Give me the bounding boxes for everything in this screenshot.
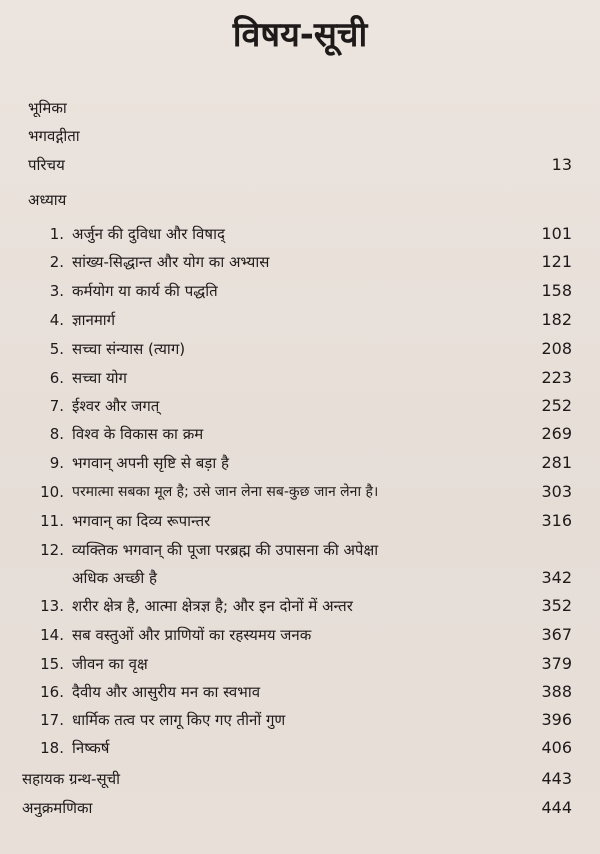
toc-entry-chapter [0,621,600,649]
chapter-title: भगवान् का दिव्य रूपान्तर [72,512,211,530]
chapter-page: 269 [541,424,572,443]
chapter-title: सांख्य-सिद्धान्त और योग का अभ्यास [72,253,270,271]
toc-entry-bibliography [0,765,600,793]
section-heading [0,186,600,214]
toc-entry-chapter [0,306,600,334]
toc-entry-index [0,794,600,822]
toc-entry-chapter [0,364,600,392]
toc-entry-chapter [0,678,600,706]
chapter-title: सब वस्तुओं और प्राणियों का रहस्यमय जनक [72,626,312,644]
chapter-page: 406 [541,738,572,757]
chapter-number: 4. [49,311,64,329]
chapter-page: 303 [541,482,572,501]
entry-label: भगवद्गीता [28,127,80,145]
chapter-page: 396 [541,710,572,729]
chapter-page: 352 [541,596,572,615]
toc-entry-chapter [0,706,600,734]
toc-entry-chapter [0,220,600,248]
toc-entry-chapter [0,420,600,448]
chapter-title: ईश्वर और जगत् [72,397,160,415]
entry-label: अनुक्रमणिका [22,799,93,817]
chapter-number: 2. [49,253,64,271]
toc-entry-bhagavadgita [0,122,600,150]
chapter-page: 158 [541,281,572,300]
page-title: विषय-सूची [232,15,368,55]
chapter-page: 252 [541,396,572,415]
toc-entry-chapter [0,650,600,678]
toc-entry-chapter [0,277,600,305]
entry-label: सहायक ग्रन्थ-सूची [22,770,120,788]
toc-entry-chapter [0,592,600,620]
chapter-number: 15. [40,655,64,673]
chapter-number: 16. [40,683,64,701]
chapter-number: 7. [49,397,64,415]
chapter-number: 1. [49,225,64,243]
toc-entry-chapter [0,335,600,363]
chapter-page: 367 [541,625,572,644]
chapter-title: सच्चा संन्यास (त्याग) [72,340,186,358]
chapter-title: निष्कर्ष [72,739,110,757]
chapter-page: 121 [541,252,572,271]
chapter-title: विश्व के विकास का क्रम [72,425,204,443]
chapter-number: 3. [49,282,64,300]
toc-entry-chapter [0,734,600,762]
toc-entry-chapter [0,507,600,535]
chapter-title: जीवन का वृक्ष [72,655,148,673]
toc-entry-chapter [0,478,600,506]
chapter-page: 101 [541,224,572,243]
toc-entry-chapter [0,449,600,477]
toc-entry-chapter [0,248,600,276]
chapter-page: 342 [541,568,572,587]
chapter-number: 11. [40,512,64,530]
entry-label: भूमिका [28,99,67,117]
chapter-title: दैवीय और आसुरीय मन का स्वभाव [72,683,261,701]
chapter-number: 17. [40,711,64,729]
chapter-title: धार्मिक तत्व पर लागू किए गए तीनों गुण [72,711,286,729]
chapter-number: 10. [40,483,64,501]
chapter-number: 8. [49,425,64,443]
chapter-title: ज्ञानमार्ग [72,311,116,329]
toc-entry-preface [0,94,600,122]
chapter-number: 6. [49,369,64,387]
chapter-page: 281 [541,453,572,472]
chapter-title: कर्मयोग या कार्य की पद्धति [72,282,218,300]
toc-entry-chapter [0,392,600,420]
chapter-number: 9. [49,454,64,472]
entry-label: परिचय [28,156,65,174]
chapter-number: 18. [40,739,64,757]
chapter-number: 12. [40,541,64,559]
toc-entry-chapter [0,536,600,592]
chapter-title: परमात्मा सबका मूल है; उसे जान लेना सब-कुछ जान लेना है। [72,484,379,500]
chapter-number: 14. [40,626,64,644]
chapter-page: 388 [541,682,572,701]
chapter-page: 379 [541,654,572,673]
entry-page: 444 [541,798,572,817]
chapter-page: 223 [541,368,572,387]
chapter-title: शरीर क्षेत्र है, आत्मा क्षेत्रज्ञ है; और इन दोनों में अन्तर [72,597,353,615]
chapter-page: 182 [541,310,572,329]
entry-page: 443 [541,769,572,788]
toc-entry-introduction [0,151,600,179]
chapter-page: 208 [541,339,572,358]
entry-page: 13 [551,155,572,174]
chapter-title-continued: अधिक अच्छी है [72,569,157,587]
chapter-number: 13. [40,597,64,615]
chapter-title: व्यक्तिक भगवान् की पूजा परब्रह्म की उपासना की अपेक्षा [72,541,379,559]
chapter-page: 316 [541,511,572,530]
section-heading-label: अध्याय [28,191,67,209]
chapter-title: अर्जुन की दुविधा और विषाद् [72,225,225,243]
chapter-number: 5. [49,340,64,358]
chapter-title: सच्चा योग [72,369,128,387]
chapter-title: भगवान् अपनी सृष्टि से बड़ा है [72,454,229,472]
